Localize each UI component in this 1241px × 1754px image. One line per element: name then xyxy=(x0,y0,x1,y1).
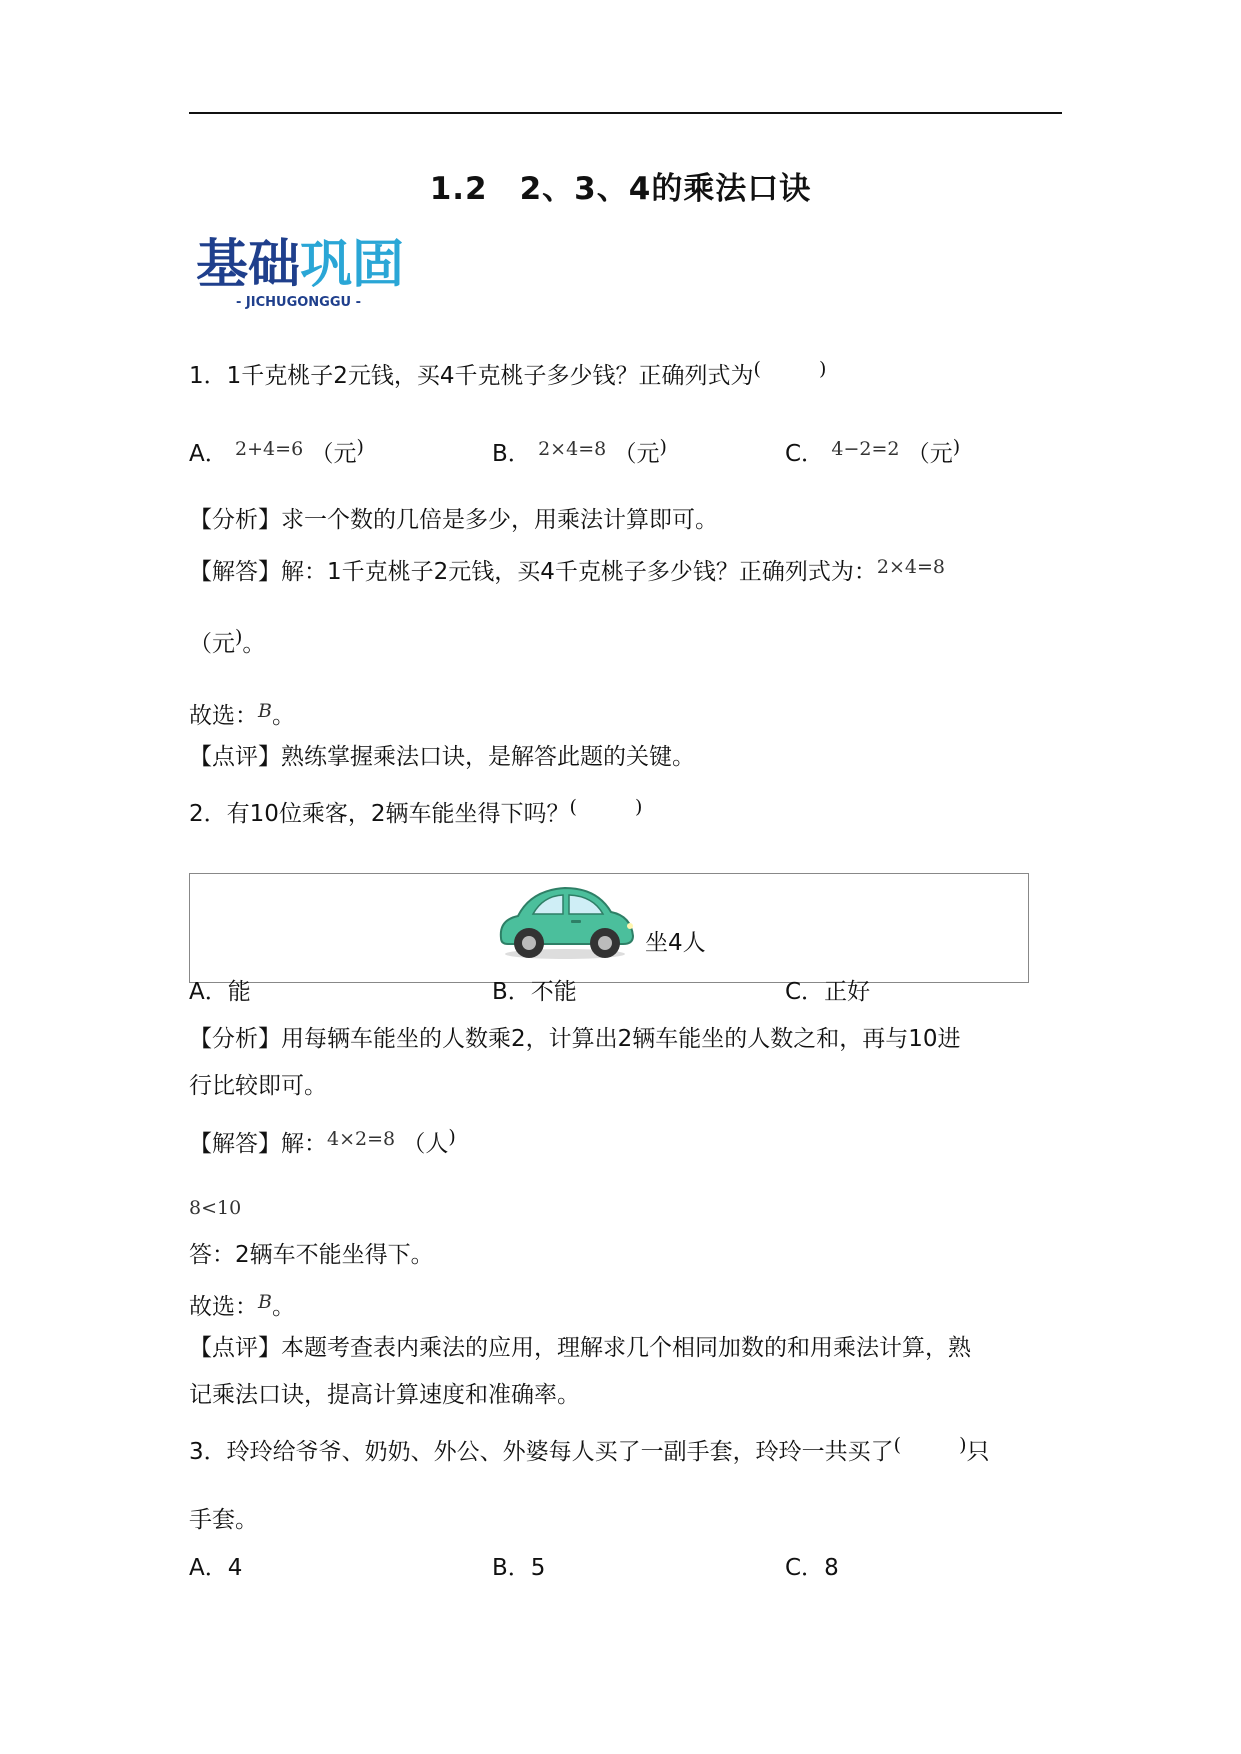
logo-text-part-light: 巩固 xyxy=(300,235,405,295)
question-2: 2．有10位乘客，2辆车能坐得下吗？( ) xyxy=(189,796,643,827)
section-logo xyxy=(196,230,416,310)
q3-option-b[interactable]: B．5 xyxy=(492,1555,546,1581)
question-3-line2: 手套。 xyxy=(189,1507,258,1533)
q1-comment: 【点评】熟练掌握乘法口诀，是解答此题的关键。 xyxy=(189,744,695,770)
q2-choose: 故选：$^B$。 xyxy=(189,1291,295,1320)
q2-analysis-line2: 行比较即可。 xyxy=(189,1073,327,1099)
q1-choose: 故选：$^B$。 xyxy=(189,700,295,729)
q2-answer: 【解答】解：$^{4\times 2=8}$ （人) xyxy=(189,1126,456,1157)
q2-compare: 8<10 xyxy=(189,1197,242,1219)
q1-option-a[interactable]: A． $^{2+4=6}$ （元) xyxy=(189,436,364,467)
top-rule xyxy=(189,112,1062,114)
q2-comment-line1: 【点评】本题考查表内乘法的应用，理解求几个相同加数的和用乘法计算，熟 xyxy=(189,1335,971,1361)
q1-analysis: 【分析】求一个数的几倍是多少，用乘法计算即可。 xyxy=(189,507,718,533)
q1-answer-unit: （元)。 xyxy=(189,626,266,657)
logo-text-dark xyxy=(196,235,404,295)
car-caption: 坐4人 xyxy=(645,930,706,956)
q2-option-a[interactable]: A．能 xyxy=(189,979,251,1005)
q3-option-a[interactable]: A．4 xyxy=(189,1555,243,1581)
car-image xyxy=(493,880,638,962)
logo-subtext: - JICHUGONGGU - xyxy=(236,295,361,310)
q1-option-c[interactable]: C． $^{4-2=2}$ （元) xyxy=(785,436,961,467)
q2-comment-line2: 记乘法口诀，提高计算速度和准确率。 xyxy=(189,1382,580,1408)
q2-option-c[interactable]: C．正好 xyxy=(785,979,871,1005)
page-title: 1.2 2、3、4的乘法口诀 xyxy=(429,171,812,207)
q2-analysis-line1: 【分析】用每辆车能坐的人数乘2，计算出2辆车能坐的人数之和，再与10进 xyxy=(189,1026,961,1052)
question-1: 1．1千克桃子2元钱，买4千克桃子多少钱？正确列式为( ) xyxy=(189,358,827,389)
q3-option-c[interactable]: C．8 xyxy=(785,1555,839,1581)
q2-reply: 答：2辆车不能坐得下。 xyxy=(189,1242,434,1268)
q1-option-b[interactable]: B． $^{2\times 4=8}$ （元) xyxy=(492,436,667,467)
question-3: 3．玲玲给爷爷、奶奶、外公、外婆每人买了一副手套，玲玲一共买了( )只 xyxy=(189,1434,990,1465)
q1-answer: 【解答】解：1千克桃子2元钱，买4千克桃子多少钱？正确列式为：$^{2\times 4=8}$ xyxy=(189,556,946,585)
logo-text-part-dark: 基础 xyxy=(196,235,301,295)
q2-option-b[interactable]: B．不能 xyxy=(492,979,577,1005)
